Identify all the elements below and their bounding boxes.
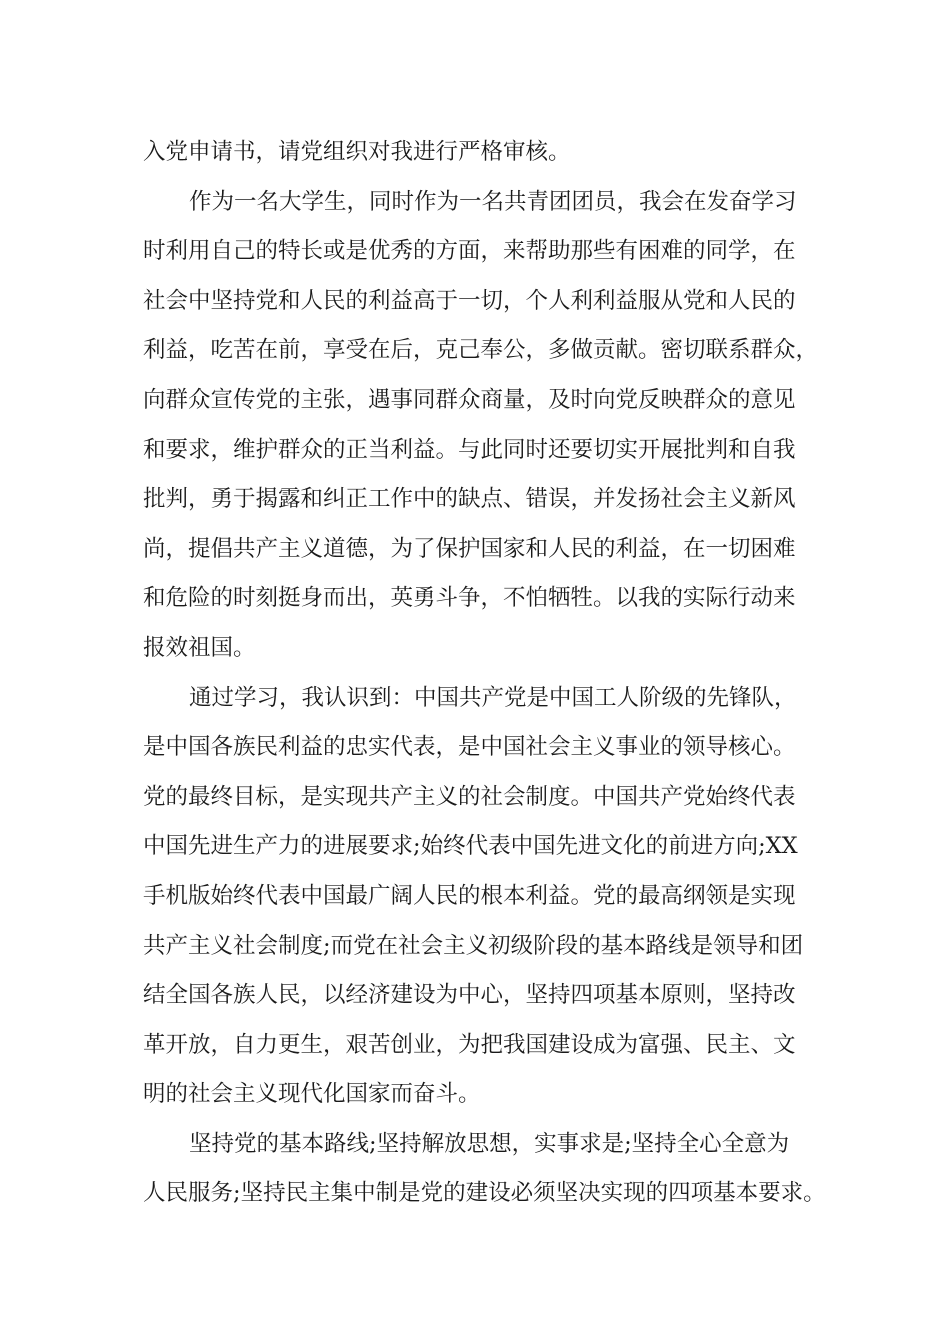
text-line: 和要求，维护群众的正当利益。与此同时还要切实开展批判和自我: [143, 436, 796, 463]
document-body: [143, 128, 833, 1219]
text-line: 中国先进生产力的进展要求;始终代表中国先进文化的前进方向;XX: [143, 833, 798, 860]
text-line: 手机版始终代表中国最广阔人民的根本利益。党的最高纲领是实现: [143, 882, 796, 909]
text-line: 报效祖国。: [143, 634, 256, 661]
text-line: 利益，吃苦在前，享受在后，克己奉公，多做贡献。密切联系群众，: [143, 337, 819, 364]
text-line: 共产主义社会制度;而党在社会主义初级阶段的基本路线是领导和团: [143, 932, 804, 959]
text-line: 结全国各族人民，以经济建设为中心，坚持四项基本原则，坚持改: [143, 982, 796, 1009]
text-line: 人民服务;坚持民主集中制是党的建设必须坚决实现的四项基本要求。: [143, 1180, 826, 1207]
text-line: 和危险的时刻挺身而出，英勇斗争，不怕牺牲。以我的实际行动来: [143, 585, 796, 612]
text-line: 通过学习，我认识到：中国共产党是中国工人阶级的先锋队，: [189, 684, 797, 711]
text-line: 尚，提倡共产主义道德，为了保护国家和人民的利益，在一切困难: [143, 535, 796, 562]
text-line: 党的最终目标，是实现共产主义的社会制度。中国共产党始终代表: [143, 783, 796, 810]
text-line: 革开放，自力更生，艰苦创业，为把我国建设成为富强、民主、文: [143, 1031, 796, 1058]
text-line: 社会中坚持党和人民的利益高于一切，个人利利益服从党和人民的: [143, 287, 796, 314]
text-line: 坚持党的基本路线;坚持解放思想，实事求是;坚持全心全意为: [189, 1130, 790, 1157]
text-line: 批判，勇于揭露和纠正工作中的缺点、错误，并发扬社会主义新风: [143, 486, 796, 513]
text-line: 入党申请书，请党组织对我进行严格审核。: [143, 139, 571, 165]
text-line: 时利用自己的特长或是优秀的方面，来帮助那些有困难的同学，在: [143, 238, 796, 265]
text-line: 明的社会主义现代化国家而奋斗。: [143, 1081, 481, 1108]
text-line: 是中国各族民利益的忠实代表，是中国社会主义事业的领导核心。: [143, 734, 796, 761]
text-line: 向群众宣传党的主张，遇事同群众商量，及时向党反映群众的意见: [143, 386, 796, 413]
text-line: 作为一名大学生，同时作为一名共青团团员，我会在发奋学习: [189, 188, 797, 215]
